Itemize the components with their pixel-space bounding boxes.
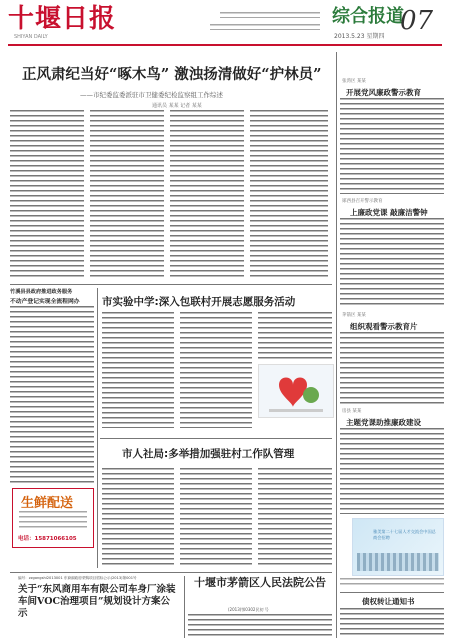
page-number: 07 [400, 6, 434, 36]
s1-body [340, 98, 444, 194]
m2-col-3 [258, 468, 332, 566]
left-story-title-1: 竹溪县县政府推进政务服务 [10, 289, 73, 295]
notice-divider [184, 576, 185, 638]
m2-col-2 [180, 468, 252, 566]
m1-col-2 [180, 312, 252, 428]
s4-body [340, 428, 444, 514]
main-divider [10, 284, 332, 285]
sidebar [340, 52, 444, 638]
header-index-text [220, 12, 320, 18]
notice-right-body [188, 614, 332, 636]
s2-body [340, 218, 444, 306]
sidebar-bottom-rule [340, 592, 444, 593]
notice-left-ref: 编号：zzgongshi2013001 东商副政府采购项目招标公示(2013)第001号 [18, 576, 137, 580]
middle-headline-1: 市实验中学:深入包联村开展志愿服务活动 [102, 296, 296, 308]
main-headline: 正风肃纪当好“啄木鸟” 激浊扬清做好“护林员” [22, 66, 322, 83]
s4-kicker: 房县 某某 [342, 409, 362, 414]
s2-title: 上廉政党课 敲廉洁警钟 [350, 208, 428, 217]
left-lower-column [10, 288, 94, 576]
notice-left-title: 关于“东风商用车有限公司车身厂涂装车间VOC治理项目”规划设计方案公示 [18, 584, 176, 619]
ad-phone: 电话：15871066105 [18, 536, 77, 542]
s1-title: 开展党风廉政警示教育 [346, 88, 421, 97]
newspaper-logo: 十堰日报 [8, 4, 117, 34]
header-index-text-2 [210, 24, 320, 30]
notice-left [10, 576, 180, 638]
last-notice-title: 债权转让通知书 [362, 597, 415, 606]
m1-col-1 [102, 312, 174, 428]
last-notice-body [340, 608, 444, 636]
body-col-4 [250, 110, 328, 278]
s2-kicker: 郧西县召开警示教育 [342, 199, 383, 204]
masthead-rule [8, 44, 442, 46]
main-subhead: ——市纪委监委派驻市卫健委纪检监察组工作综述 [80, 91, 223, 99]
sidebar-divider [336, 52, 337, 638]
m2-col-1 [102, 468, 174, 566]
date-line: 2013.5.23 星期四 [334, 33, 385, 40]
middle-story-2 [102, 468, 332, 568]
middle-story-1 [102, 312, 332, 430]
s3-body [340, 332, 444, 404]
m1-col-3 [258, 312, 332, 360]
ad-body [19, 511, 87, 529]
photo-crowd-graphic [357, 553, 439, 571]
left-story-title-2: 不动产登记实现全流程网办 [10, 299, 80, 305]
s3-title: 组织观看警示教育片 [350, 322, 418, 331]
fresh-delivery-ad [12, 488, 94, 548]
body-col-2 [90, 110, 164, 278]
masthead [0, 0, 450, 46]
heart-emblem-graphic [259, 365, 333, 417]
ad-title: 生鲜配送 [21, 496, 74, 511]
left-col-divider [97, 288, 98, 568]
s4-title: 主题党课助推廉政建设 [346, 418, 421, 427]
notice-right [188, 576, 332, 638]
body-col-1 [10, 110, 84, 278]
notice-right-title: 十堰市茅箭区人民法院公告 [194, 576, 326, 589]
photo-caption: 雅美第二十七届人才交流会中国总商会招聘 [373, 529, 436, 540]
notice-right-sub: (2013)鄂0302民初 号 [228, 607, 269, 612]
middle-divider [100, 438, 332, 439]
body-col-3 [170, 110, 244, 278]
left-story-body [10, 306, 94, 484]
section-title: 综合报道 [332, 6, 404, 27]
main-body [10, 110, 330, 280]
charity-photo [258, 364, 334, 418]
middle-headline-2: 市人社局:多举措加强驻村工作队管理 [122, 448, 295, 460]
main-byline: 通讯员 某某 记者 某某 [152, 103, 202, 109]
sidebar-photo [352, 518, 444, 576]
lower-divider [10, 572, 332, 573]
photo-note [340, 578, 444, 588]
s1-kicker: 张湾区 某某 [342, 79, 366, 84]
logo-subtitle: SHIYAN DAILY [14, 34, 48, 40]
s3-kicker: 茅箭区 某某 [342, 313, 366, 318]
